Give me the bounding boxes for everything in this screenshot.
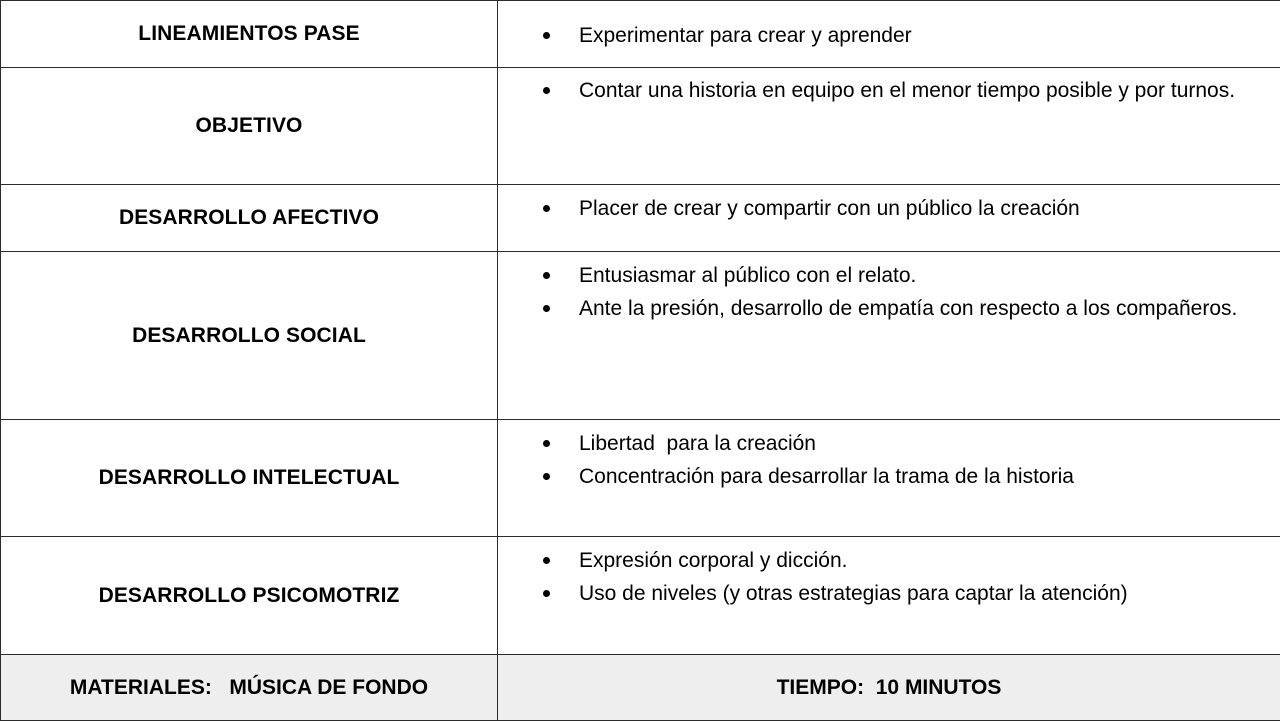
row-content xyxy=(498,537,1280,655)
list-item xyxy=(498,19,1264,52)
materials-value: MÚSICA DE FONDO xyxy=(229,676,428,699)
bullet-icon xyxy=(543,473,550,480)
list-item-text: Expresión corporal y dicción. xyxy=(579,549,847,572)
list-item-text: Ante la presión, desarrollo de empatía con respecto a los compañeros. xyxy=(579,297,1237,320)
table-row-social xyxy=(1,252,1280,420)
table-row-lineamientos xyxy=(1,1,1280,68)
list-item xyxy=(498,259,1264,292)
row-label: LINEAMIENTOS PASE xyxy=(1,1,498,68)
bullet-icon xyxy=(543,32,550,39)
table-row-objetivo xyxy=(1,68,1280,185)
bullet-icon xyxy=(543,590,550,597)
list-item xyxy=(498,577,1264,610)
time-value: 10 MINUTOS xyxy=(876,676,1002,699)
time-cell xyxy=(498,655,1280,721)
bullet-list xyxy=(498,427,1264,493)
materials-cell xyxy=(1,655,498,721)
bullet-list xyxy=(498,74,1264,107)
list-item-text: Experimentar para crear y aprender xyxy=(579,24,912,47)
bullet-icon xyxy=(543,557,550,564)
list-item-text: Entusiasmar al público con el relato. xyxy=(579,264,916,287)
row-content xyxy=(498,185,1280,252)
materials-label: MATERIALES: xyxy=(70,676,212,699)
list-item-text: Placer de crear y compartir con un público la creación xyxy=(579,197,1080,220)
list-item xyxy=(498,544,1264,577)
bullet-list xyxy=(498,192,1264,225)
row-label: DESARROLLO PSICOMOTRIZ xyxy=(1,537,498,655)
bullet-icon xyxy=(543,440,550,447)
list-item xyxy=(498,192,1264,225)
row-label: DESARROLLO INTELECTUAL xyxy=(1,420,498,537)
row-content xyxy=(498,252,1280,420)
row-content xyxy=(498,1,1280,68)
list-item xyxy=(498,292,1264,325)
table-row-intelectual xyxy=(1,420,1280,537)
row-content xyxy=(498,68,1280,185)
bullet-list xyxy=(498,544,1264,610)
table-row-afectivo xyxy=(1,185,1280,252)
row-label: DESARROLLO SOCIAL xyxy=(1,252,498,420)
bullet-icon xyxy=(543,272,550,279)
list-item-text: Uso de niveles (y otras estrategias para captar la atención) xyxy=(579,582,1128,605)
list-item xyxy=(498,460,1264,493)
bullet-icon xyxy=(543,205,550,212)
list-item-text: Libertad para la creación xyxy=(579,432,816,455)
bullet-icon xyxy=(543,87,550,94)
list-item xyxy=(498,74,1264,107)
row-label: OBJETIVO xyxy=(1,68,498,185)
list-item-text: Concentración para desarrollar la trama de la historia xyxy=(579,465,1074,488)
list-item-text: Contar una historia en equipo en el menor tiempo posible y por turnos. xyxy=(579,79,1235,102)
bullet-icon xyxy=(543,305,550,312)
row-label: DESARROLLO AFECTIVO xyxy=(1,185,498,252)
time-label: TIEMPO: xyxy=(777,676,865,699)
bullet-list xyxy=(498,19,1264,52)
list-item xyxy=(498,427,1264,460)
table-row-footer xyxy=(1,655,1280,721)
row-content xyxy=(498,420,1280,537)
table-row-psicomotriz xyxy=(1,537,1280,655)
bullet-list xyxy=(498,259,1264,325)
